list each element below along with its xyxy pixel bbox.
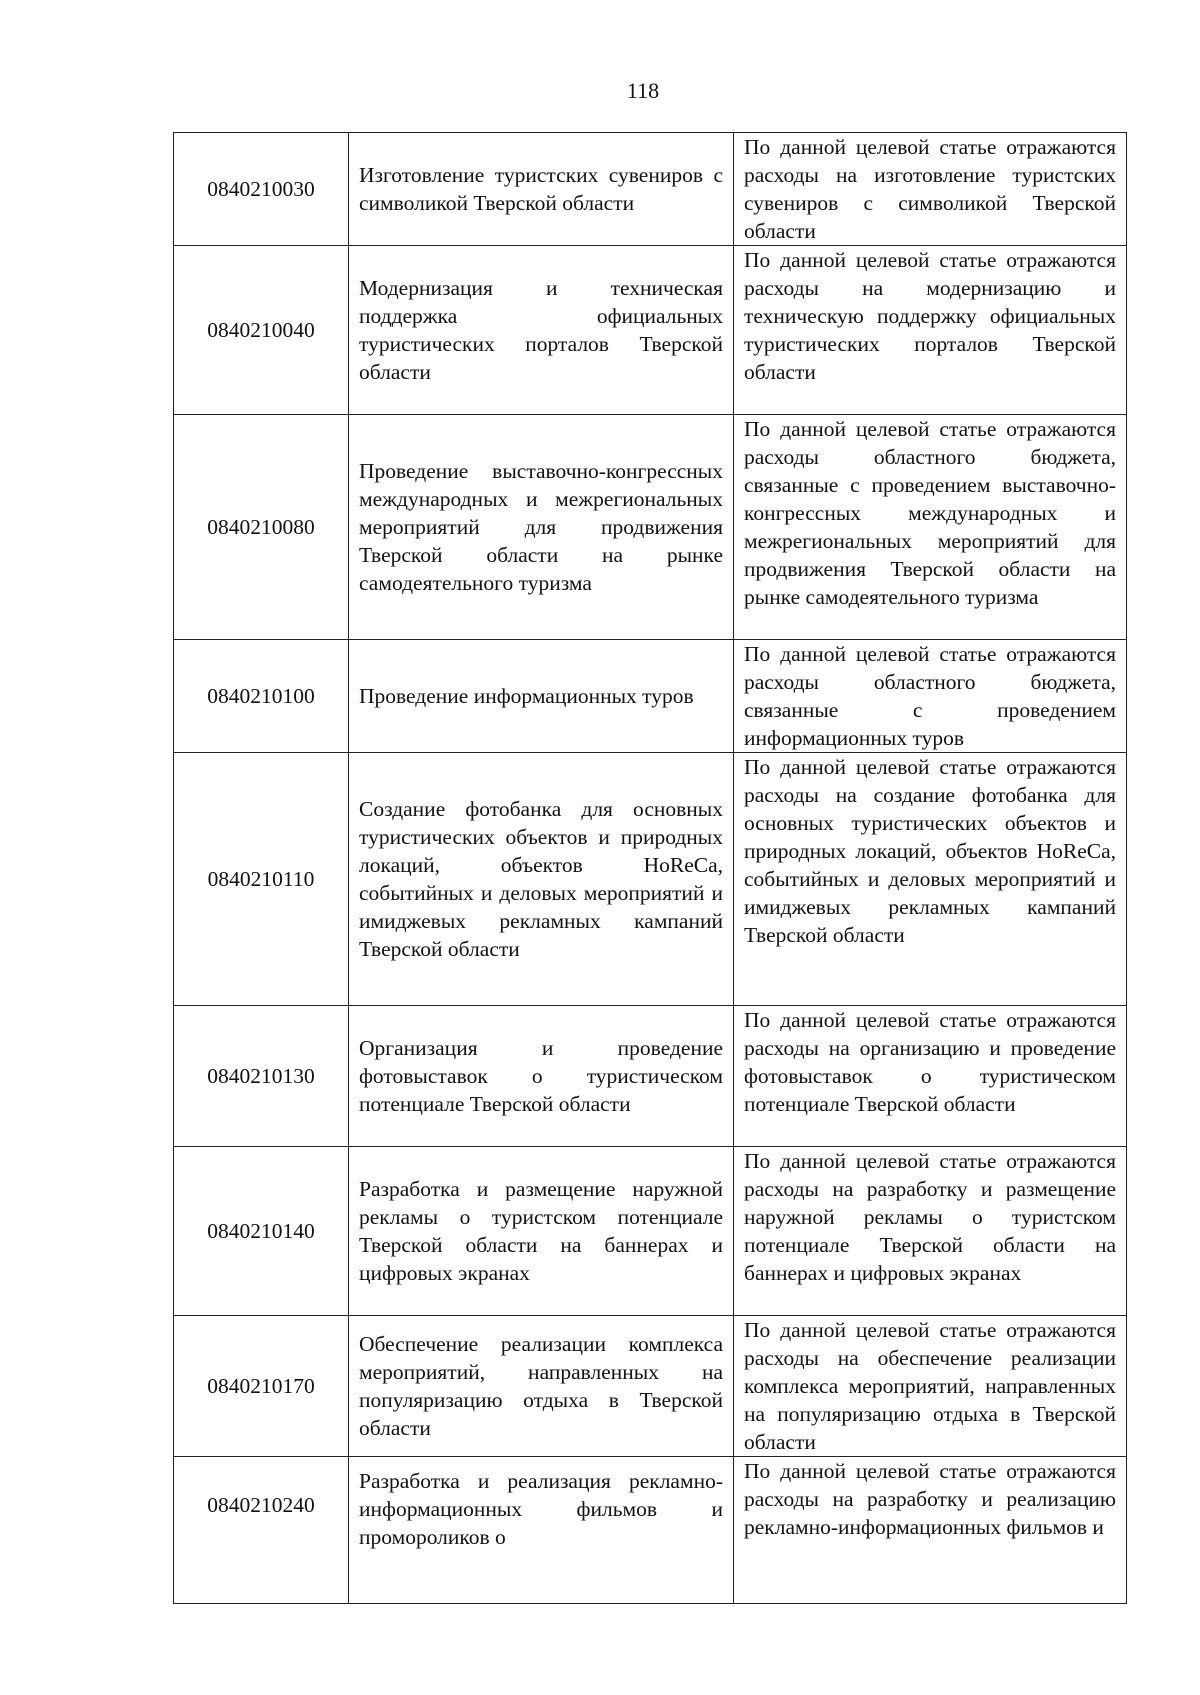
row-code: 0840210140	[174, 1147, 349, 1316]
budget-codes-table	[173, 132, 1127, 1604]
row-description: По данной целевой статье отражаются расходы областного бюджета, связанные с проведением информационных туров	[734, 640, 1127, 753]
row-description: По данной целевой статье отражаются расходы на модернизацию и техническую поддержку официальных туристических порталов Тверской области	[734, 246, 1127, 415]
row-code: 0840210240	[174, 1457, 349, 1604]
row-code: 0840210080	[174, 415, 349, 640]
row-name: Создание фотобанка для основных туристических объектов и природных локаций, объектов HoReCa, событийных и деловых мероприятий и имиджевых рекламных кампаний Тверской области	[349, 753, 734, 1006]
row-description: По данной целевой статье отражаются расходы на обеспечение реализации комплекса мероприятий, направленных на популяризацию отдыха в Тверской области	[734, 1316, 1127, 1457]
row-code: 0840210110	[174, 753, 349, 1006]
table-row	[174, 246, 1127, 415]
table-row	[174, 133, 1127, 246]
table-row	[174, 640, 1127, 753]
row-code: 0840210130	[174, 1006, 349, 1147]
table-row	[174, 753, 1127, 1006]
row-description: По данной целевой статье отражаются расходы на разработку и размещение наружной рекламы о туристском потенциале Тверской области на баннерах и цифровых экранах	[734, 1147, 1127, 1316]
row-name: Разработка и реализация рекламно-информационных фильмов и промороликов о	[349, 1457, 734, 1604]
row-name: Изготовление туристских сувениров с символикой Тверской области	[349, 133, 734, 246]
row-name: Модернизация и техническая поддержка официальных туристических порталов Тверской области	[349, 246, 734, 415]
table-row	[174, 1457, 1127, 1604]
page-number: 118	[626, 78, 660, 103]
table-row	[174, 1006, 1127, 1147]
row-code: 0840210040	[174, 246, 349, 415]
row-code: 0840210170	[174, 1316, 349, 1457]
row-description: По данной целевой статье отражаются расходы на изготовление туристских сувениров с символикой Тверской области	[734, 133, 1127, 246]
table-row	[174, 415, 1127, 640]
row-code: 0840210100	[174, 640, 349, 753]
table-row	[174, 1316, 1127, 1457]
row-name: Разработка и размещение наружной рекламы о туристском потенциале Тверской области на баннерах и цифровых экранах	[349, 1147, 734, 1316]
table-row	[174, 1147, 1127, 1316]
row-code: 0840210030	[174, 133, 349, 246]
row-name: Проведение информационных туров	[349, 640, 734, 753]
row-name: Обеспечение реализации комплекса мероприятий, направленных на популяризацию отдыха в Тверской области	[349, 1316, 734, 1457]
row-description: По данной целевой статье отражаются расходы на организацию и проведение фотовыставок о туристическом потенциале Тверской области	[734, 1006, 1127, 1147]
row-description: По данной целевой статье отражаются расходы на разработку и реализацию рекламно-информационных фильмов и	[734, 1457, 1127, 1604]
row-name: Организация и проведение фотовыставок о туристическом потенциале Тверской области	[349, 1006, 734, 1147]
row-name: Проведение выставочно-конгрессных международных и межрегиональных мероприятий для продвижения Тверской области на рынке самодеятельного туризма	[349, 415, 734, 640]
row-description: По данной целевой статье отражаются расходы областного бюджета, связанные с проведением выставочно-конгрессных международных и межрегиональных мероприятий для продвижения Тверской области на рынке самодеятельного туризма	[734, 415, 1127, 640]
row-description: По данной целевой статье отражаются расходы на создание фотобанка для основных туристических объектов и природных локаций, объектов HoReCa, событийных и деловых мероприятий и имиджевых рекламных кампаний Тверской области	[734, 753, 1127, 1006]
